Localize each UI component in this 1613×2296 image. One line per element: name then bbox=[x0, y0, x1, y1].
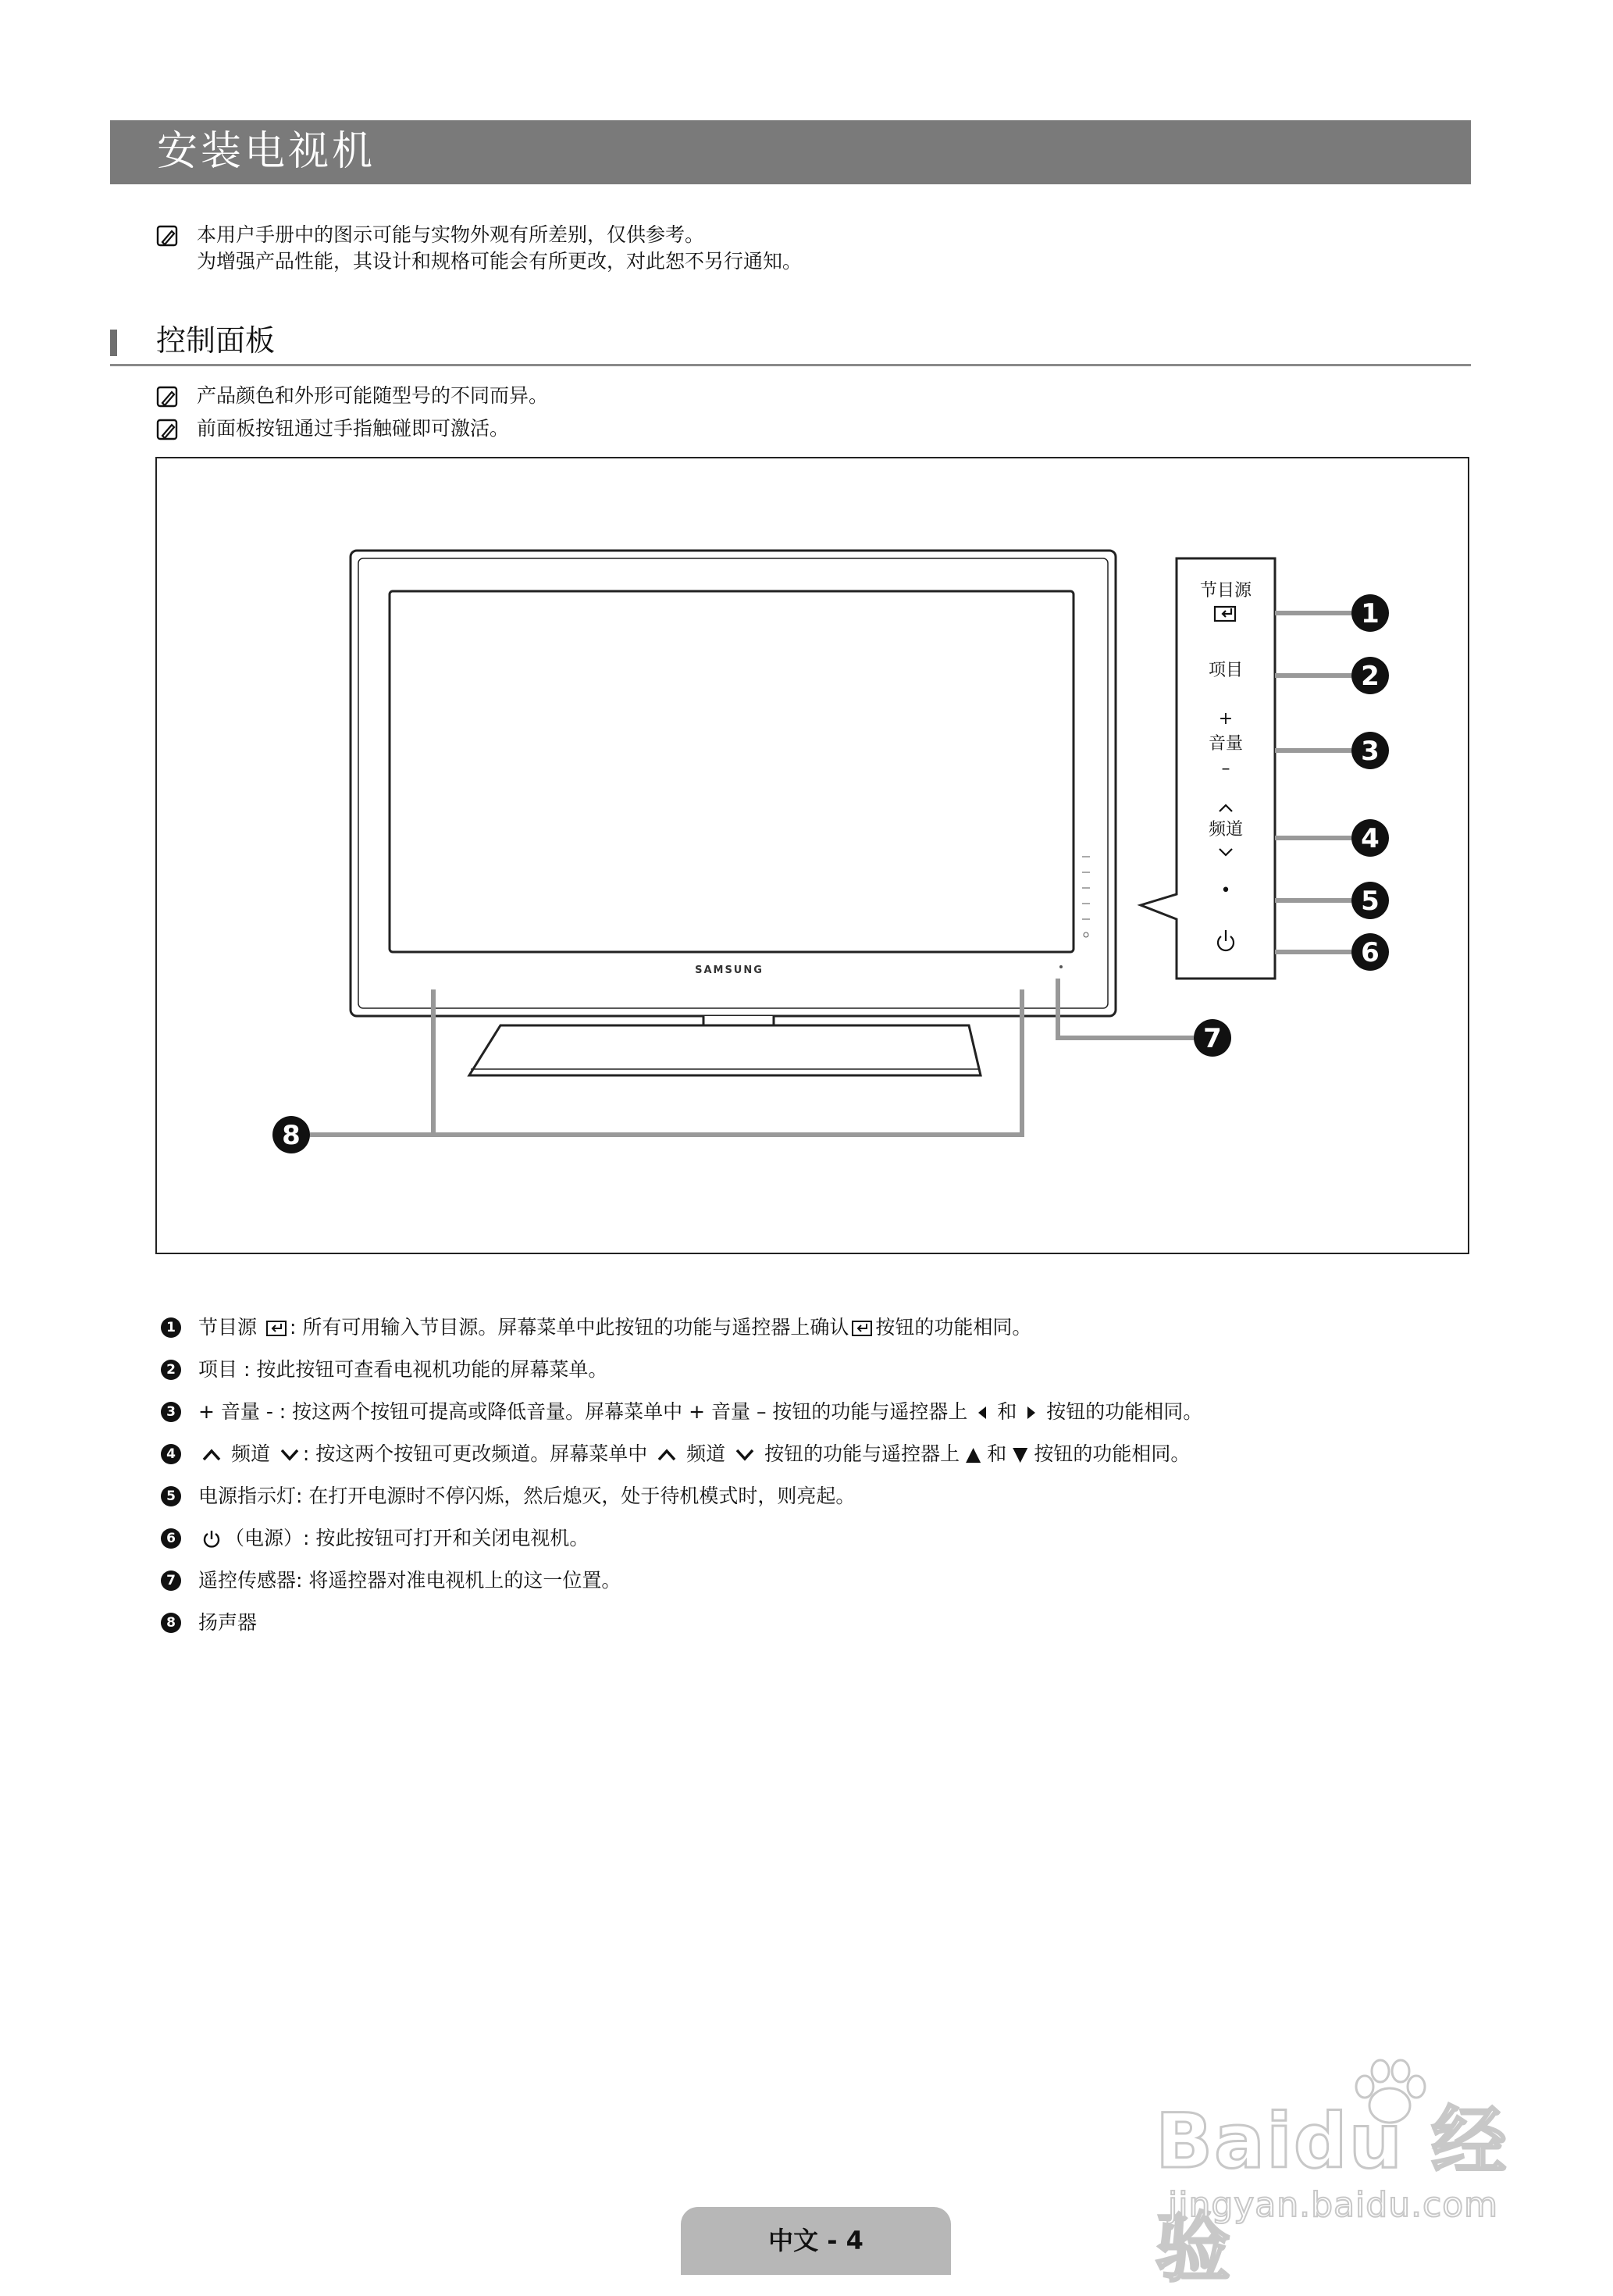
triangle-right-icon bbox=[1026, 1405, 1037, 1421]
description-8 bbox=[161, 1607, 257, 1638]
watermark-url: jingyan.baidu.com bbox=[1168, 2185, 1499, 2225]
source-icon bbox=[266, 1321, 287, 1336]
chevron-down-icon bbox=[280, 1448, 300, 1462]
desc-text: （电源）: 按此按钮可打开和关闭电视机。 bbox=[225, 1527, 589, 1549]
desc-text: : 按这两个按钮可更改频道。屏幕菜单中 bbox=[302, 1442, 654, 1465]
svg-text:3: 3 bbox=[1361, 736, 1380, 767]
panel-label-vol-plus: + bbox=[1218, 709, 1234, 729]
callout-8 bbox=[272, 1116, 310, 1153]
note-top-1 bbox=[156, 222, 802, 275]
page-title: 安装电视机 bbox=[157, 128, 376, 175]
note-section-2 bbox=[156, 415, 509, 442]
enter-icon bbox=[852, 1321, 872, 1336]
callout-2 bbox=[1351, 657, 1389, 694]
note-icon bbox=[156, 386, 180, 409]
description-1 bbox=[161, 1312, 1031, 1343]
panel-label-indicator: • bbox=[1220, 881, 1231, 900]
panel-label-volume: 音量 bbox=[1208, 734, 1244, 754]
description-3 bbox=[161, 1396, 1202, 1428]
triangle-left-icon bbox=[977, 1405, 988, 1421]
tv-stand bbox=[469, 1025, 981, 1075]
desc-text: : 所有可用输入节目源。屏幕菜单中此按钮的功能与遥控器上确认 bbox=[289, 1316, 849, 1339]
description-2 bbox=[161, 1354, 607, 1385]
desc-text: 按钮的功能相同。 bbox=[875, 1316, 1032, 1339]
brand-logo: SAMSUNG bbox=[695, 964, 764, 976]
note-text: 产品颜色和外形可能随型号的不同而异。 bbox=[197, 384, 549, 407]
page-number-tab bbox=[681, 2207, 951, 2275]
desc-text: 遥控传感器: 将遥控器对准电视机上的这一位置。 bbox=[198, 1569, 621, 1592]
svg-text:6: 6 bbox=[1361, 937, 1380, 968]
page-number: 中文 - 4 bbox=[768, 2226, 863, 2255]
watermark bbox=[1140, 2077, 1530, 2292]
tv-screen bbox=[390, 591, 1074, 952]
desc-text: 频道 bbox=[680, 1442, 732, 1465]
description-7 bbox=[161, 1565, 621, 1596]
chevron-up-icon bbox=[657, 1448, 677, 1462]
svg-text:7: 7 bbox=[1203, 1023, 1222, 1054]
tv-diagram-frame bbox=[155, 457, 1469, 1254]
desc-text: 扬声器 bbox=[198, 1611, 258, 1634]
callout-6 bbox=[1351, 933, 1389, 971]
note-section-1 bbox=[156, 383, 548, 409]
note-icon bbox=[156, 419, 180, 442]
svg-text:2: 2 bbox=[1361, 661, 1380, 692]
note-icon bbox=[156, 225, 180, 248]
note-text: 本用户手册中的图示可能与实物外观有所差别，仅供参考。 bbox=[197, 223, 705, 246]
section-title: 控制面板 bbox=[156, 323, 276, 358]
remote-sensor-mark bbox=[1059, 965, 1063, 968]
callout-5 bbox=[1351, 882, 1389, 919]
desc-text: 电源指示灯: 在打开电源时不停闪烁，然后熄灭，处于待机模式时，则亮起。 bbox=[198, 1485, 856, 1507]
chevron-up-icon bbox=[201, 1448, 222, 1462]
panel-label-channel: 频道 bbox=[1208, 820, 1244, 840]
callout-4 bbox=[1351, 819, 1389, 857]
panel-label-source: 节目源 bbox=[1199, 581, 1252, 601]
svg-text:8: 8 bbox=[282, 1120, 301, 1151]
number-badge: 6 bbox=[161, 1528, 181, 1549]
desc-text: 频道 bbox=[225, 1442, 276, 1465]
panel-label-vol-minus: – bbox=[1221, 759, 1230, 779]
svg-text:1: 1 bbox=[1361, 598, 1380, 629]
callout-1 bbox=[1351, 594, 1389, 632]
number-badge: 4 bbox=[161, 1444, 181, 1464]
chevron-down-icon bbox=[735, 1448, 755, 1462]
number-badge: 7 bbox=[161, 1570, 181, 1591]
number-badge: 8 bbox=[161, 1613, 181, 1633]
desc-text: 节目源 bbox=[198, 1316, 263, 1339]
description-5 bbox=[161, 1481, 855, 1512]
number-badge: 5 bbox=[161, 1486, 181, 1506]
title-bar bbox=[110, 120, 1471, 184]
number-badge: 3 bbox=[161, 1402, 181, 1422]
description-4 bbox=[161, 1439, 1190, 1470]
svg-text:4: 4 bbox=[1361, 823, 1380, 854]
svg-text:5: 5 bbox=[1361, 886, 1380, 917]
tv-diagram bbox=[157, 458, 1468, 1253]
section-marker bbox=[110, 330, 117, 356]
desc-text: 按钮的功能与遥控器上 ▲ 和 ▼ 按钮的功能相同。 bbox=[758, 1442, 1191, 1465]
power-icon bbox=[201, 1529, 222, 1549]
watermark-main: Baidu 经验 bbox=[1155, 2098, 1508, 2292]
desc-text: 项目 : 按此按钮可查看电视机功能的屏幕菜单。 bbox=[198, 1358, 608, 1381]
desc-text: 和 bbox=[991, 1400, 1024, 1423]
number-badge: 2 bbox=[161, 1360, 181, 1380]
note-text: 前面板按钮通过手指触碰即可激活。 bbox=[197, 417, 510, 440]
callout-3 bbox=[1351, 732, 1389, 769]
control-panel-zoom bbox=[1141, 558, 1275, 979]
description-6 bbox=[161, 1523, 589, 1554]
section-divider bbox=[110, 364, 1471, 366]
panel-label-menu: 项目 bbox=[1208, 661, 1244, 680]
callout-7 bbox=[1194, 1019, 1231, 1057]
note-text: 为增强产品性能，其设计和规格可能会有所更改，对此恕不另行通知。 bbox=[197, 250, 803, 273]
number-badge: 1 bbox=[161, 1317, 181, 1338]
desc-text: + 音量 - : 按这两个按钮可提高或降低音量。屏幕菜单中 + 音量 – 按钮的功能与遥控器上 bbox=[198, 1400, 974, 1423]
desc-text: 按钮的功能相同。 bbox=[1040, 1400, 1203, 1423]
